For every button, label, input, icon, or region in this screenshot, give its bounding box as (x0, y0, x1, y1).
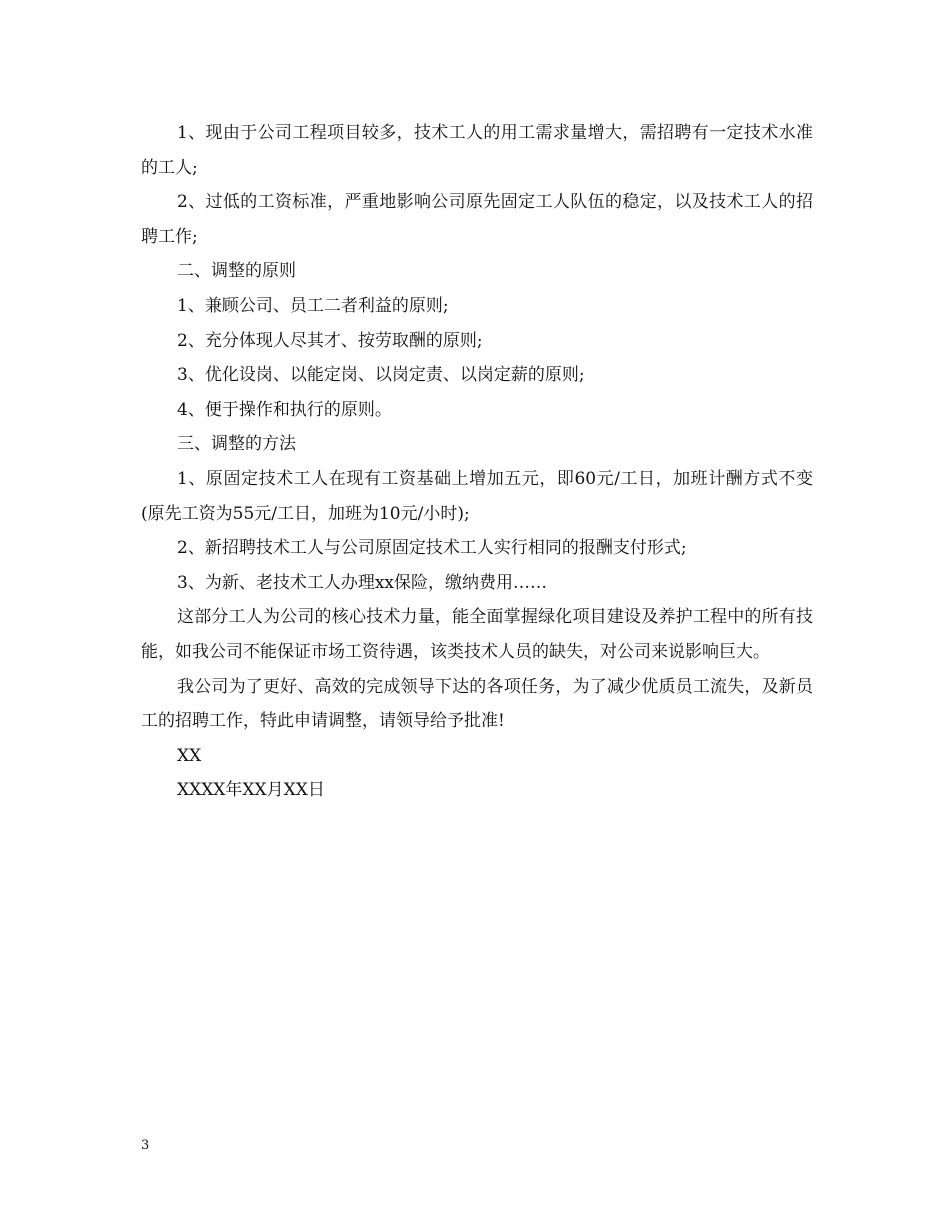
page-number: 3 (141, 1138, 150, 1153)
signature-date: XXXX年XX月XX日 (177, 780, 325, 801)
paragraph-principle-2: 2、充分体现人尽其才、按劳取酬的原则; (177, 330, 483, 351)
signature-name: XX (177, 745, 202, 766)
paragraph-principle-1: 1、兼顾公司、员工二者利益的原则; (177, 295, 449, 316)
section-heading-methods: 三、调整的方法 (177, 434, 296, 455)
paragraph-method-3: 3、为新、老技术工人办理xx保险，缴纳费用…… (177, 572, 547, 593)
paragraph-core-workers: 这部分工人为公司的核心技术力量，能全面掌握绿化项目建设及养护工程中的所有技能，如我公司不能保证市场工资待遇，该类技术人员的缺失，对公司来说影响巨大。 (141, 607, 813, 662)
paragraph-request: 我公司为了更好、高效的完成领导下达的各项任务，为了减少优质员工流失，及新员工的招聘工作，特此申请调整，请领导给予批准! (141, 676, 813, 732)
paragraph-principle-4: 4、便于操作和执行的原则。 (177, 399, 392, 420)
paragraph-principle-3: 3、优化设岗、以能定岗、以岗定责、以岗定薪的原则; (177, 365, 585, 386)
section-heading-principles: 二、调整的原则 (177, 261, 296, 282)
paragraph-method-1: 1、原固定技术工人在现有工资基础上增加五元，即60元/工日，加班计酬方式不变(原先工资为55元/工日，加班为10元/小时); (141, 468, 813, 524)
document-body (141, 116, 813, 808)
paragraph-reason-2: 2、过低的工资标准，严重地影响公司原先固定工人队伍的稳定，以及技术工人的招聘工作; (141, 192, 813, 247)
paragraph-reason-1: 1、现由于公司工程项目较多，技术工人的用工需求量增大，需招聘有一定技术水准的工人; (141, 123, 813, 178)
paragraph-method-2: 2、新招聘技术工人与公司原固定技术工人实行相同的报酬支付形式; (177, 538, 687, 559)
